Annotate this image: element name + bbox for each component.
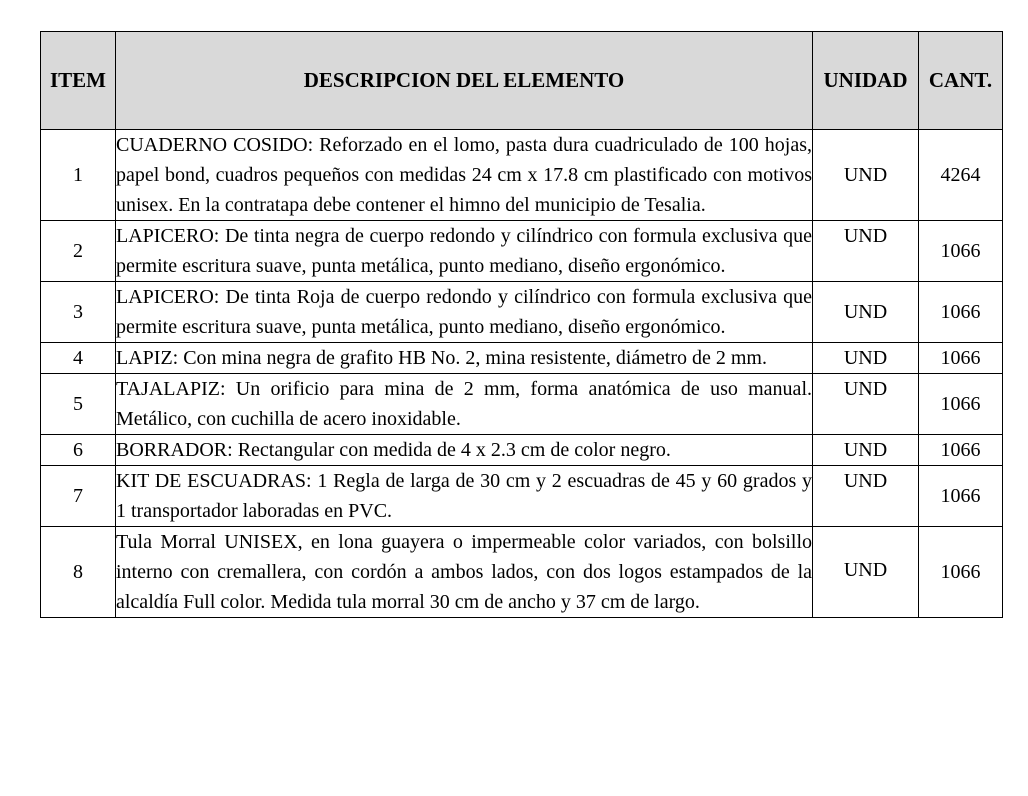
item-number: 8 bbox=[41, 527, 116, 618]
table-row bbox=[41, 282, 1003, 343]
item-quantity: 1066 bbox=[919, 527, 1003, 618]
item-quantity: 1066 bbox=[919, 466, 1003, 527]
items-table bbox=[40, 31, 1003, 618]
header-quantity: CANT. bbox=[919, 32, 1003, 130]
item-quantity: 1066 bbox=[919, 221, 1003, 282]
item-description: LAPICERO: De tinta Roja de cuerpo redondo y cilíndrico con formula exclusiva que permite escritura suave, punta metálica, punto mediano, diseño ergonómico. bbox=[116, 282, 813, 343]
table-row bbox=[41, 130, 1003, 221]
table-row bbox=[41, 374, 1003, 435]
item-quantity: 1066 bbox=[919, 343, 1003, 374]
table-row bbox=[41, 221, 1003, 282]
item-unit: UND bbox=[813, 130, 919, 221]
item-number: 7 bbox=[41, 466, 116, 527]
item-description: Tula Morral UNISEX, en lona guayera o impermeable color variados, con bolsillo interno con cremallera, con cordón a ambos lados, con dos logos estampados de la alcaldía Full color. Medida tula morral 30 cm de ancho y 37 cm de largo. bbox=[116, 527, 813, 618]
item-number: 1 bbox=[41, 130, 116, 221]
header-row bbox=[41, 32, 1003, 130]
item-unit-text: UND bbox=[843, 559, 888, 581]
item-unit bbox=[813, 527, 919, 618]
item-quantity: 4264 bbox=[919, 130, 1003, 221]
item-quantity: 1066 bbox=[919, 282, 1003, 343]
item-unit: UND bbox=[813, 221, 919, 282]
item-quantity: 1066 bbox=[919, 374, 1003, 435]
item-description: CUADERNO COSIDO: Reforzado en el lomo, pasta dura cuadriculado de 100 hojas, papel bond, cuadros pequeños con medidas 24 cm x 17.8 cm plastificado con motivos unisex. En la contratapa debe contener el himno del municipio de Tesalia. bbox=[116, 130, 813, 221]
table-row bbox=[41, 527, 1003, 618]
item-unit: UND bbox=[813, 343, 919, 374]
item-description: LAPICERO: De tinta negra de cuerpo redondo y cilíndrico con formula exclusiva que permite escritura suave, punta metálica, punto mediano, diseño ergonómico. bbox=[116, 221, 813, 282]
table-row bbox=[41, 435, 1003, 466]
table-row bbox=[41, 343, 1003, 374]
item-number: 4 bbox=[41, 343, 116, 374]
item-unit: UND bbox=[813, 374, 919, 435]
item-description: BORRADOR: Rectangular con medida de 4 x 2.3 cm de color negro. bbox=[116, 435, 813, 466]
item-number: 6 bbox=[41, 435, 116, 466]
item-unit: UND bbox=[813, 466, 919, 527]
item-description: KIT DE ESCUADRAS: 1 Regla de larga de 30 cm y 2 escuadras de 45 y 60 grados y 1 transportador laboradas en PVC. bbox=[116, 466, 813, 527]
header-item: ITEM bbox=[41, 32, 116, 130]
item-quantity: 1066 bbox=[919, 435, 1003, 466]
item-unit: UND bbox=[813, 282, 919, 343]
item-unit: UND bbox=[813, 435, 919, 466]
header-unit: UNIDAD bbox=[813, 32, 919, 130]
item-number: 5 bbox=[41, 374, 116, 435]
table-row bbox=[41, 466, 1003, 527]
item-description: LAPIZ: Con mina negra de grafito HB No. 2, mina resistente, diámetro de 2 mm. bbox=[116, 343, 813, 374]
item-description: TAJALAPIZ: Un orificio para mina de 2 mm, forma anatómica de uso manual. Metálico, con cuchilla de acero inoxidable. bbox=[116, 374, 813, 435]
item-number: 3 bbox=[41, 282, 116, 343]
header-description: DESCRIPCION DEL ELEMENTO bbox=[116, 32, 813, 130]
item-number: 2 bbox=[41, 221, 116, 282]
